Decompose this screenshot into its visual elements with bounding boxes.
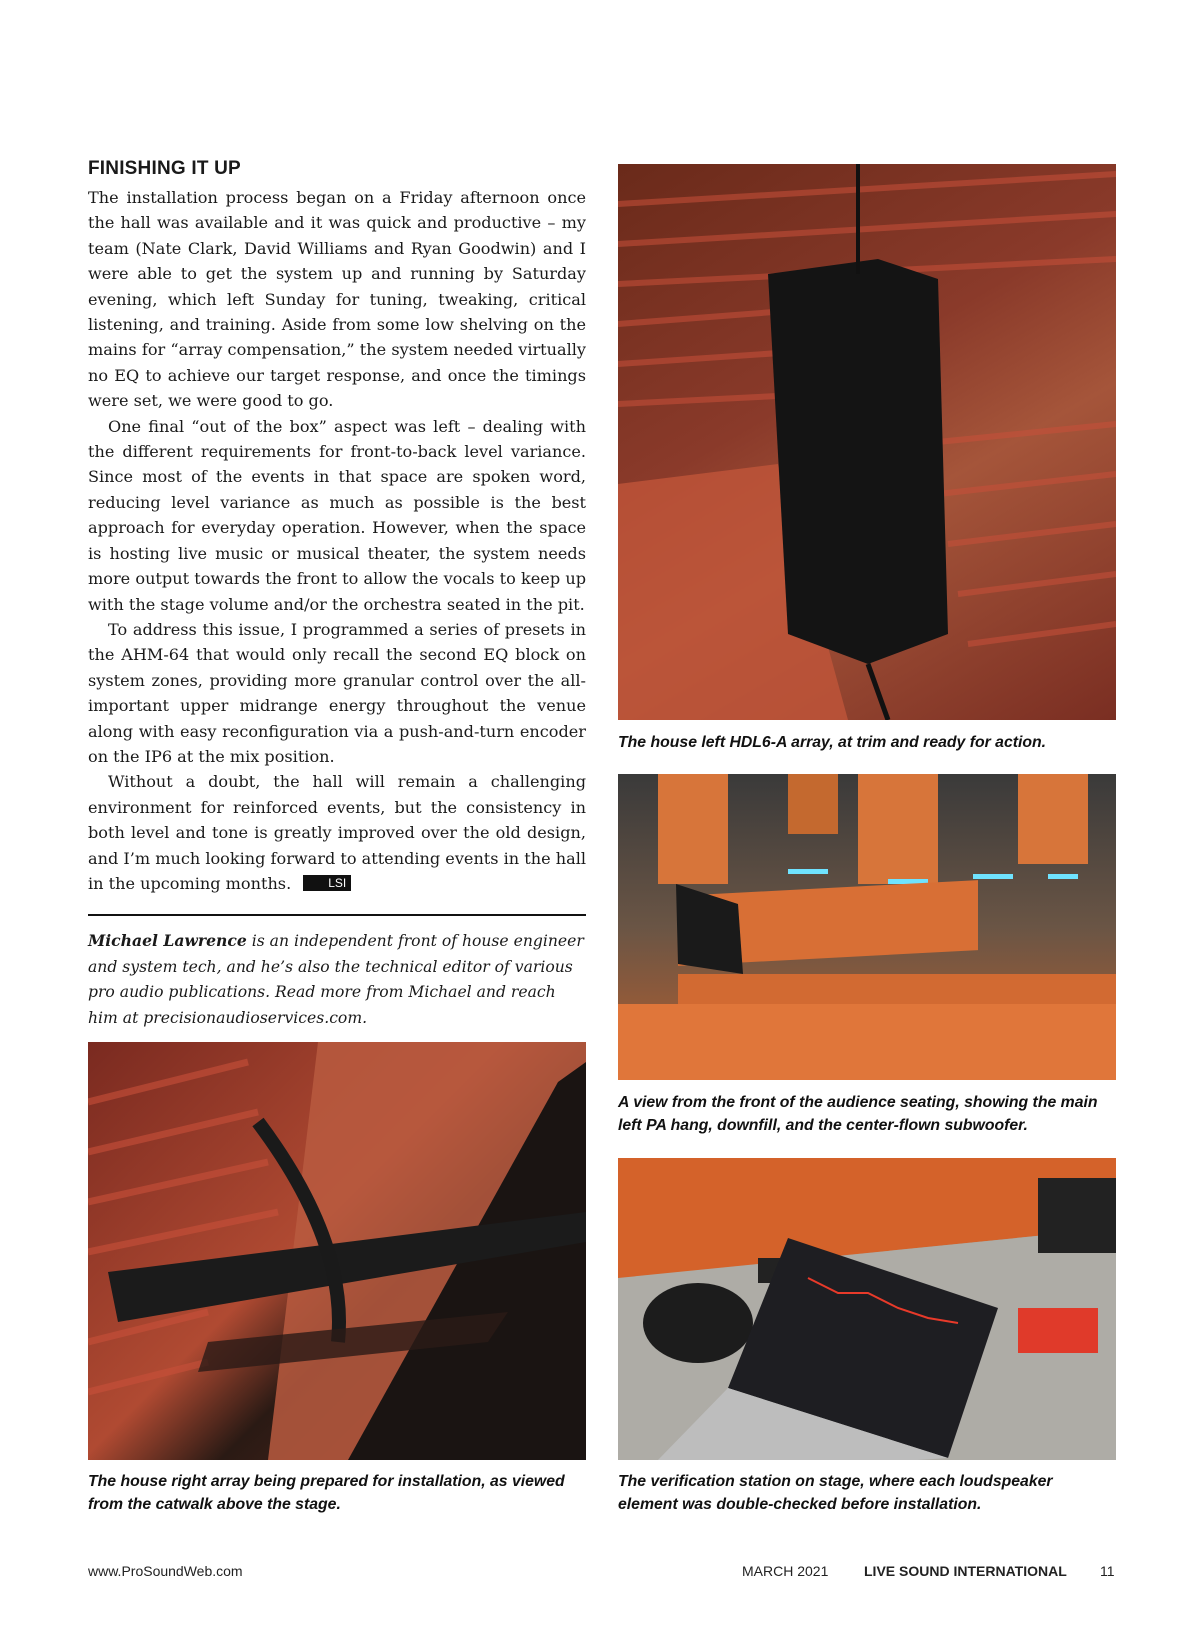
footer-date: MARCH 2021 <box>742 1563 829 1579</box>
paragraph-4-text: Without a doubt, the hall will remain a challenging environment for reinforced events, but the consistency in both level and tone is greatly improved over the old design, and I’m much looking forward to attending events in the hall in the upcoming months. <box>88 772 587 893</box>
photo-house-right-array-image <box>88 1042 586 1460</box>
footer-page-number: 11 <box>1100 1563 1115 1579</box>
footer-publication: LIVE SOUND INTERNATIONAL <box>864 1563 1067 1579</box>
article-column <box>88 158 586 1031</box>
caption-house-left-array: The house left HDL6-A array, at trim and ready for action. <box>618 734 1047 751</box>
caption-house-right-array: The house right array being prepared for installation, as viewed from the catwalk above the stage. <box>88 1473 565 1513</box>
caption-audience-view: A view from the front of the audience seating, showing the main left PA hang, downfill, and the center-flown subwoofer. <box>618 1094 1098 1134</box>
photo-audience-view <box>618 774 1116 1080</box>
paragraph-2: One final “out of the box” aspect was left – dealing with the different requirements for front-to-back level variance. Since most of the events in that space are spoken word, reducing level variance as much as possible is the best approach for everyday operation. However, when the space is hosting live music or musical theater, the system needs more output towards the front to allow the vocals to keep up with the stage volume and/or the orchestra seated in the pit. <box>88 416 586 614</box>
photo-audience-view-image <box>618 774 1116 1080</box>
photo-verification-station <box>618 1158 1116 1460</box>
photo-verification-station-image <box>618 1158 1116 1460</box>
paragraph-1: The installation process began on a Friday afternoon once the hall was available and it was quick and productive – my team (Nate Clark, David Williams and Ryan Goodwin) and I were able to get the system up and running by Saturday evening, which left Sunday for tuning, tweaking, critical listening, and training. Aside from some low shelving on the mains for “array compensation,” the system needed virtually no EQ to achieve our target response, and once the timings were set, we were good to go. <box>88 188 586 411</box>
footer-website[interactable]: www.ProSoundWeb.com <box>88 1563 243 1579</box>
section-heading: FINISHING IT UP <box>88 158 241 179</box>
author-bio <box>88 928 586 1031</box>
photo-house-left-array <box>618 164 1116 720</box>
author-name: Michael Lawrence <box>88 931 247 951</box>
photo-house-right-array <box>88 1042 586 1460</box>
article-body <box>88 185 586 896</box>
caption-verification-station: The verification station on stage, where each loudspeaker element was double-checked before installation. <box>618 1473 1053 1513</box>
end-of-article-badge: LSI <box>303 875 351 891</box>
bio-divider <box>88 914 586 916</box>
paragraph-3: To address this issue, I programmed a series of presets in the AHM-64 that would only recall the second EQ block on system zones, providing more granular control over the all-important upper midrange energy throughout the venue along with easy reconfiguration via a push-and-turn encoder on the IP6 at the mix position. <box>88 619 586 766</box>
paragraph-4 <box>88 769 586 896</box>
author-bio-text: is an independent front of house engineer and system tech, and he’s also the technical editor of various pro audio publications. Read more from Michael and reach him at precisionaudioservices.com. <box>88 932 584 1027</box>
photo-house-left-array-image <box>618 164 1116 720</box>
